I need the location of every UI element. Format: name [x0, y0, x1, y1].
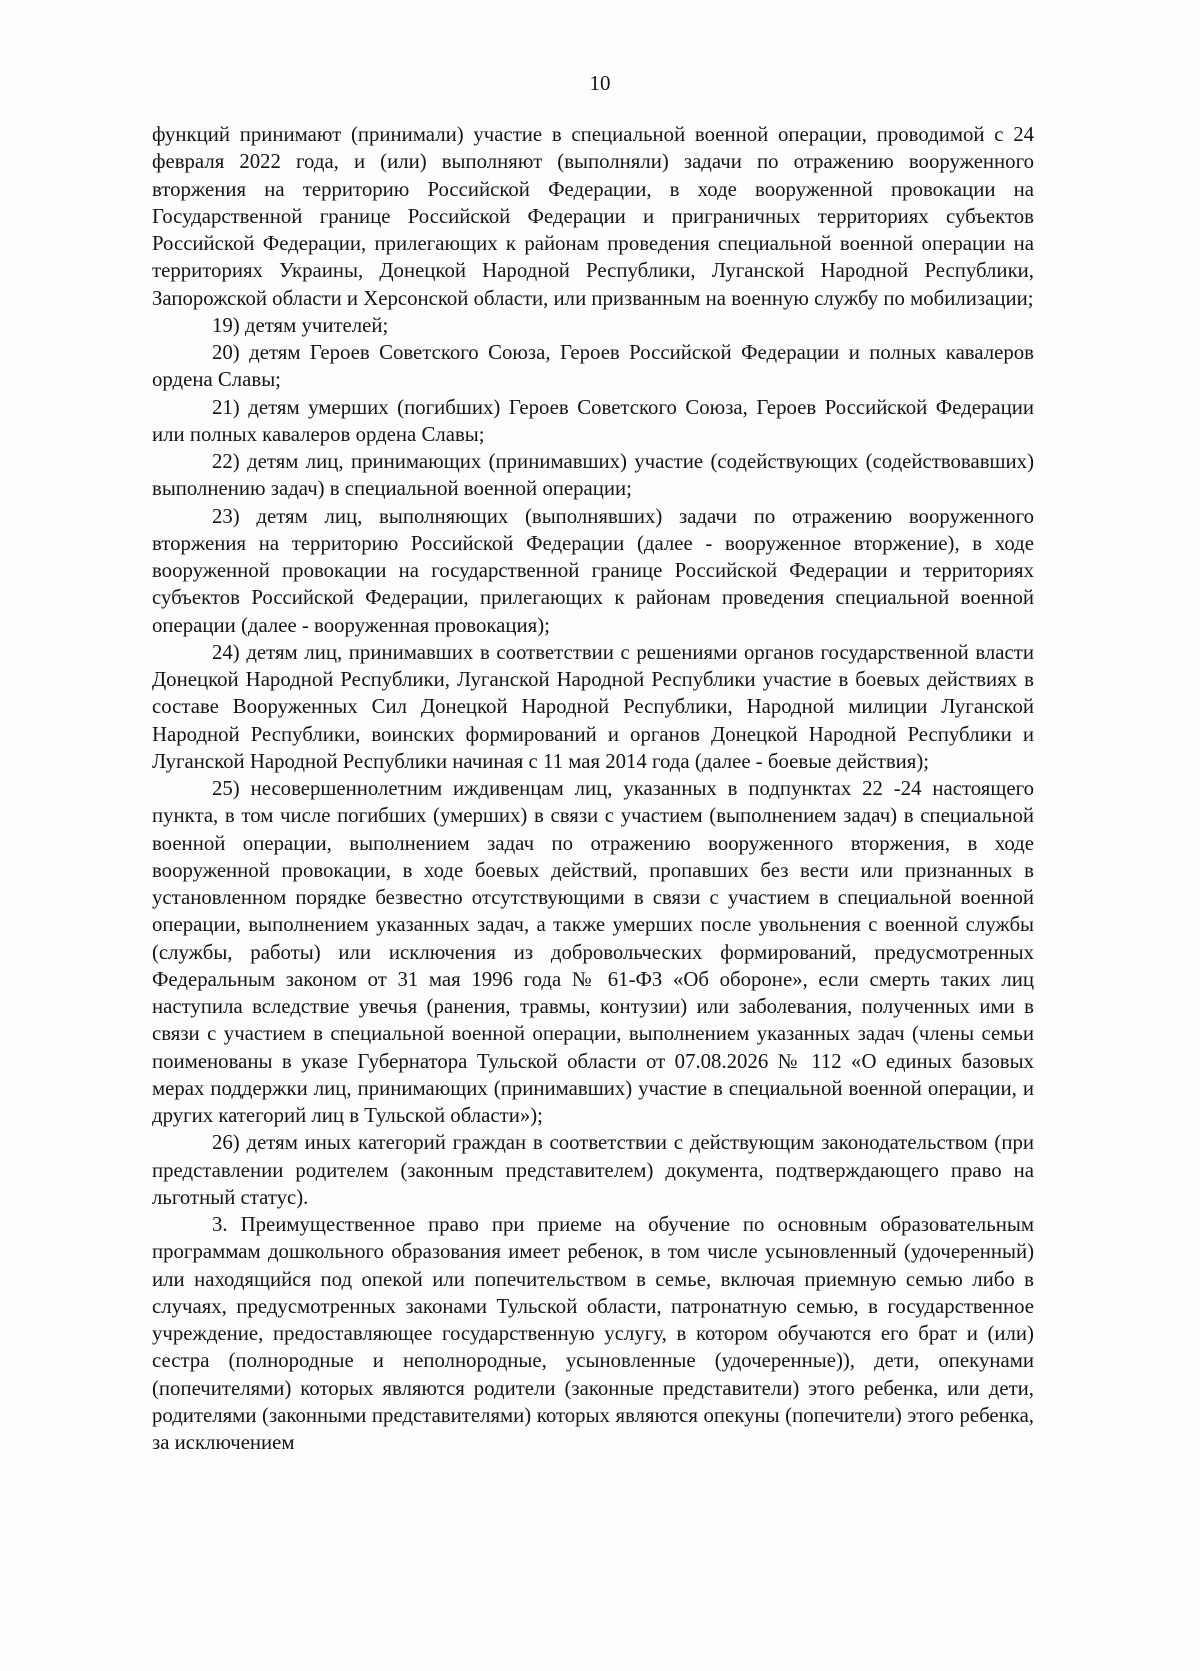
list-item-22: 22) детям лиц, принимающих (принимавших) участие (содействующих (содействовавших) выполнению задач) в специальной военной операции; — [152, 450, 1034, 501]
paragraph-continuation: функций принимают (принимали) участие в специальной военной операции, проводимой с 24 февраля 2022 года, и (или) выполняют (выполняли) задачи по отражению вооруженного вторжения на территорию Российской Федерации, в ходе вооруженной провокации на Государственной границе Российской Федерации и приграничных территориях субъектов Российской Федерации, прилегающих к районам проведения специальной военной операции на территориях Украины, Донецкой Народной Республики, Луганской Народной Республики, Запорожской области и Херсонской области, или призванным на военную службу по мобилизации; — [152, 123, 1034, 310]
list-item-24: 24) детям лиц, принимавших в соответствии с решениями органов государственной власти Донецкой Народной Республики, Луганской Народной Республики участие в боевых действиях в составе Вооруженных Сил Донецкой Народной Республики, Народной милиции Луганской Народной Республики, воинских формирований и органов Донецкой Народной Республики и Луганской Народной Республики начиная с 11 мая 2014 года (далее - боевые действия); — [152, 640, 1034, 773]
list-item-21: 21) детям умерших (погибших) Героев Советского Союза, Героев Российской Федерации или полных кавалеров ордена Славы; — [152, 395, 1034, 446]
document-body — [152, 121, 1034, 1456]
page-number: 10 — [589, 71, 611, 95]
list-item-25: 25) несовершеннолетним иждивенцам лиц, указанных в подпунктах 22 -24 настоящего пункта, в том числе погибших (умерших) в связи с участием (выполнением задач) в специальной военной операции, выполнением задач по отражению вооруженного вторжения, в ходе вооруженной провокации, в ходе боевых действий, пропавших без вести или признанных в установленном порядке безвестно отсутствующими в связи с участием в специальной военной операции, выполнением указанных задач, а также умерших после увольнения с военной службы (службы, работы) или исключения из добровольческих формирований, предусмотренных Федеральным законом от 31 мая 1996 года № 61-ФЗ «Об обороне», если смерть таких лиц наступила вследствие увечья (ранения, травмы, контузии) или заболевания, полученных ими в связи с участием в специальной военной операции, выполнением указанных задач (члены семьи поименованы в указе Губернатора Тульской области от 07.08.2026 № 112 «О единых базовых мерах поддержки лиц, принимающих (принимавших) участие в специальной военной операции, и других категорий лиц в Тульской области»); — [152, 777, 1034, 1127]
list-item-20: 20) детям Героев Советского Союза, Героев Российской Федерации и полных кавалеров ордена Славы; — [152, 341, 1034, 392]
list-item-23: 23) детям лиц, выполняющих (выполнявших) задачи по отражению вооруженного вторжения на территорию Российской Федерации (далее - вооруженное вторжение), в ходе вооруженной провокации на государственной границе Российской Федерации и территориях субъектов Российской Федерации, прилегающих к районам проведения специальной военной операции (далее - вооруженная провокация); — [152, 504, 1034, 637]
list-item-19: 19) детям учителей; — [212, 313, 389, 337]
list-item-26: 26) детям иных категорий граждан в соответствии с действующим законодательством (при представлении родителем (законным представителем) документа, подтверждающего право на льготный статус). — [152, 1131, 1034, 1209]
section-3-paragraph: 3. Преимущественное право при приеме на обучение по основным образовательным программам дошкольного образования имеет ребенок, в том числе усыновленный (удочеренный) или находящийся под опекой или попечительством в семье, включая приемную семью либо в случаях, предусмотренных законами Тульской области, патронатную семью, в государственное учреждение, предоставляющее государственную услугу, в котором обучаются его брат и (или) сестра (полнородные и неполнородные, усыновленные (удочеренные)), дети, опекунами (попечителями) которых являются родители (законные представители) этого ребенка, или дети, родителями (законными представителями) которых являются опекуны (попечители) этого ребенка, за исключением — [152, 1213, 1034, 1454]
